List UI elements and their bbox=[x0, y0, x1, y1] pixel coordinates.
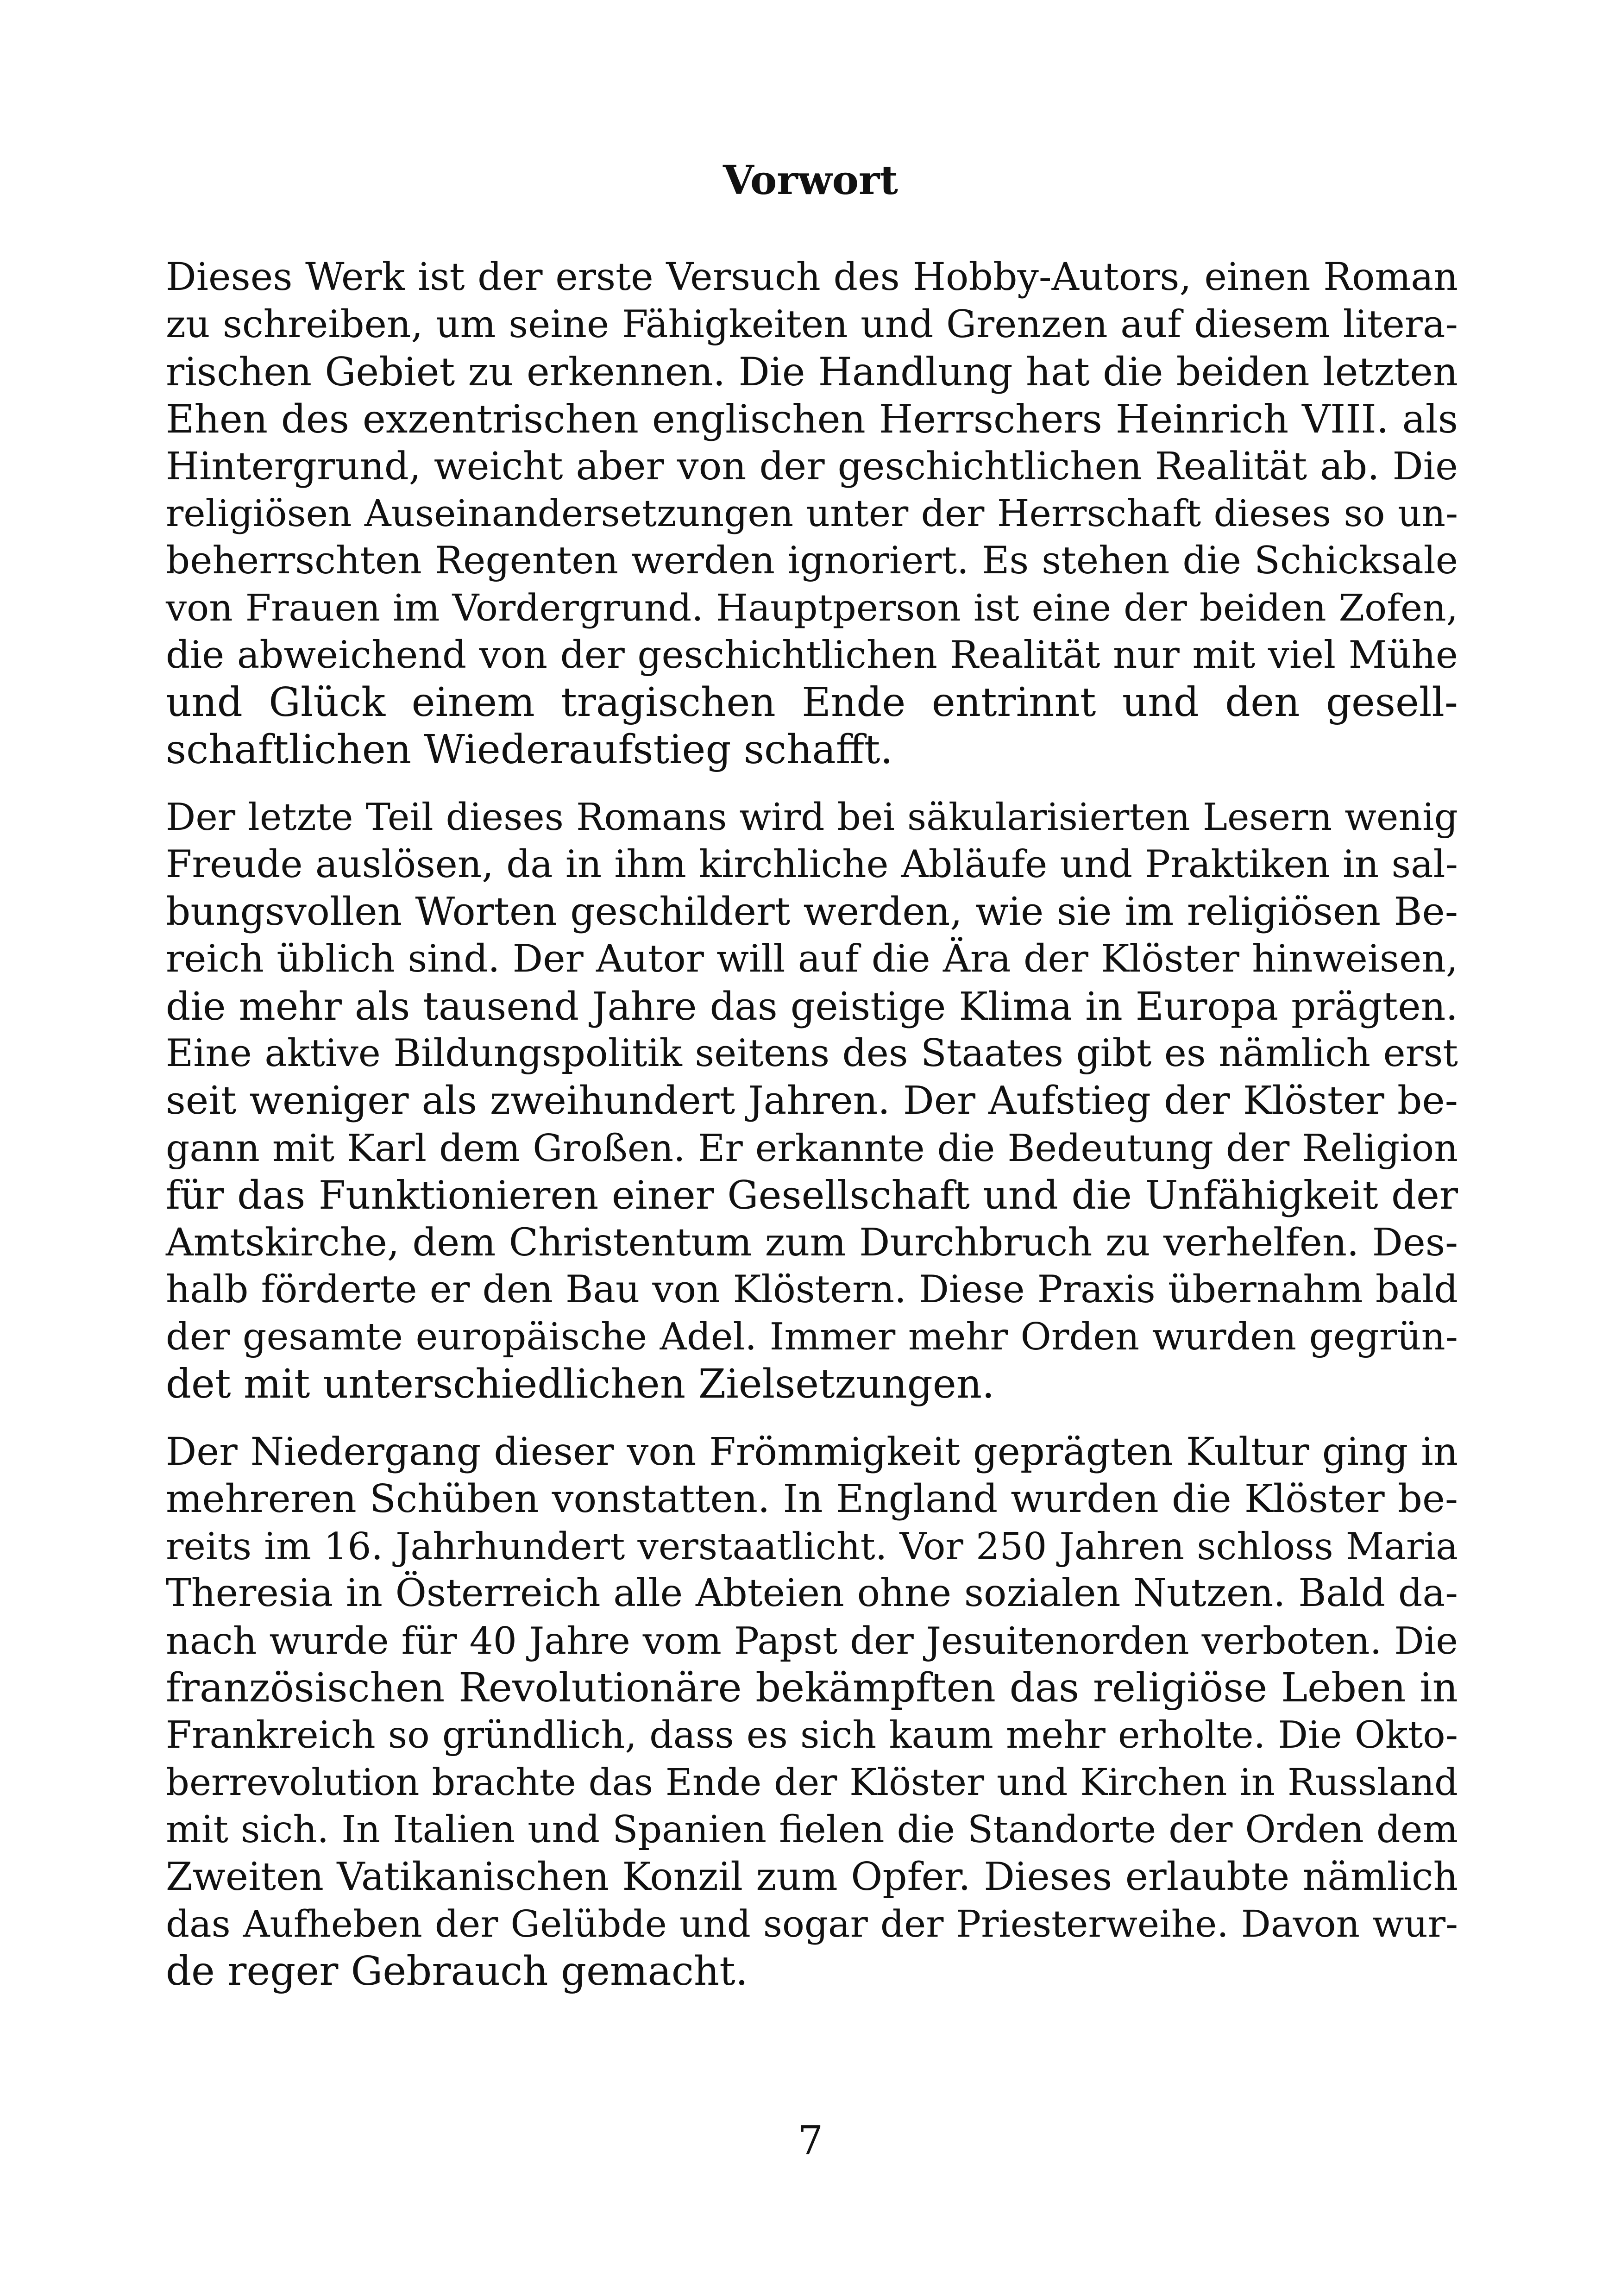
text-line: Der Niedergang dieser von Frömmigkeit geprägten Kultur ging in bbox=[166, 1429, 1458, 1474]
text-line: religiösen Auseinandersetzungen unter der Herrschaft dieses so un- bbox=[166, 492, 1458, 535]
text-line: Amtskirche, dem Christentum zum Durchbruch zu verhelfen. Des- bbox=[166, 1220, 1458, 1265]
text-line: das Aufheben der Gelübde und sogar der Priesterweihe. Davon wur- bbox=[166, 1902, 1458, 1945]
text-line: für das Funktionieren einer Gesellschaft und die Unfähigkeit der bbox=[166, 1173, 1458, 1218]
text-line: französischen Revolutionäre bekämpften das religiöse Leben in bbox=[166, 1665, 1458, 1711]
paragraph-1 bbox=[166, 254, 1458, 773]
text-line: de reger Gebrauch gemacht. bbox=[166, 1948, 748, 1995]
text-line: nach wurde für 40 Jahre vom Papst der Jesuitenorden verboten. Die bbox=[166, 1619, 1458, 1662]
text-line: Der letzte Teil dieses Romans wird bei säkularisierten Lesern wenig bbox=[166, 796, 1458, 839]
text-line: Hintergrund, weicht aber von der geschichtlichen Realität ab. Die bbox=[166, 444, 1458, 489]
text-line: die abweichend von der geschichtlichen Realität nur mit viel Mühe bbox=[166, 633, 1458, 677]
text-line: zu schreiben, um seine Fähigkeiten und Grenzen auf diesem litera- bbox=[166, 302, 1458, 346]
paragraph-3 bbox=[166, 1428, 1458, 1995]
text-line: reits im 16. Jahrhundert verstaatlicht. Vor 250 Jahren schloss Maria bbox=[166, 1524, 1458, 1568]
text-line: reich üblich sind. Der Autor will auf die Ära der Klöster hinweisen, bbox=[166, 937, 1458, 981]
text-line: Freude auslösen, da in ihm kirchliche Abläufe und Praktiken in sal- bbox=[166, 843, 1458, 886]
text-line: schaftlichen Wiederaufstieg schafft. bbox=[166, 727, 893, 773]
text-line: Ehen des exzentrischen englischen Herrschers Heinrich VIII. als bbox=[166, 396, 1458, 442]
text-line: gann mit Karl dem Großen. Er erkannte die Bedeutung der Religion bbox=[166, 1126, 1458, 1170]
text-line: der gesamte europäische Adel. Immer mehr Orden wurden gegrün- bbox=[166, 1315, 1458, 1359]
page-number: 7 bbox=[798, 2118, 823, 2164]
text-line: mit sich. In Italien und Spanien fielen die Standorte der Orden dem bbox=[166, 1808, 1458, 1851]
text-line: halb förderte er den Bau von Klöstern. Diese Praxis übernahm bald bbox=[166, 1268, 1458, 1311]
text-line: rischen Gebiet zu erkennen. Die Handlung hat die beiden letzten bbox=[166, 349, 1458, 395]
text-line: bungsvollen Worten geschildert werden, wie sie im religiösen Be- bbox=[166, 889, 1458, 934]
text-line: det mit unterschiedlichen Zielsetzungen. bbox=[166, 1361, 995, 1407]
text-line: Eine aktive Bildungspolitik seitens des Staates gibt es nämlich erst bbox=[166, 1031, 1458, 1075]
page-title: Vorwort bbox=[723, 157, 898, 204]
text-line: seit weniger als zweihundert Jahren. Der Aufstieg der Klöster be- bbox=[166, 1078, 1458, 1123]
paragraph-2 bbox=[166, 794, 1458, 1408]
text-line: von Frauen im Vordergrund. Hauptperson ist eine der beiden Zofen, bbox=[166, 586, 1458, 629]
text-line: beherrschten Regenten werden ignoriert. Es stehen die Schicksale bbox=[166, 539, 1458, 583]
text-line: und Glück einem tragischen Ende entrinnt und den gesell- bbox=[166, 679, 1458, 726]
text-line: mehreren Schüben vonstatten. In England wurden die Klöster be- bbox=[166, 1476, 1458, 1521]
text-line: die mehr als tausend Jahre das geistige Klima in Europa prägten. bbox=[166, 984, 1458, 1029]
text-line: Frankreich so gründlich, dass es sich kaum mehr erholte. Die Okto- bbox=[166, 1713, 1458, 1757]
text-line: Theresia in Österreich alle Abteien ohne sozialen Nutzen. Bald da- bbox=[166, 1571, 1458, 1615]
text-line: berrevolution brachte das Ende der Klöster und Kirchen in Russland bbox=[166, 1761, 1458, 1804]
text-line: Dieses Werk ist der erste Versuch des Hobby-Autors, einen Roman bbox=[166, 255, 1458, 299]
text-line: Zweiten Vatikanischen Konzil zum Opfer. Dieses erlaubte nämlich bbox=[166, 1854, 1458, 1899]
body-text bbox=[166, 254, 1458, 2015]
